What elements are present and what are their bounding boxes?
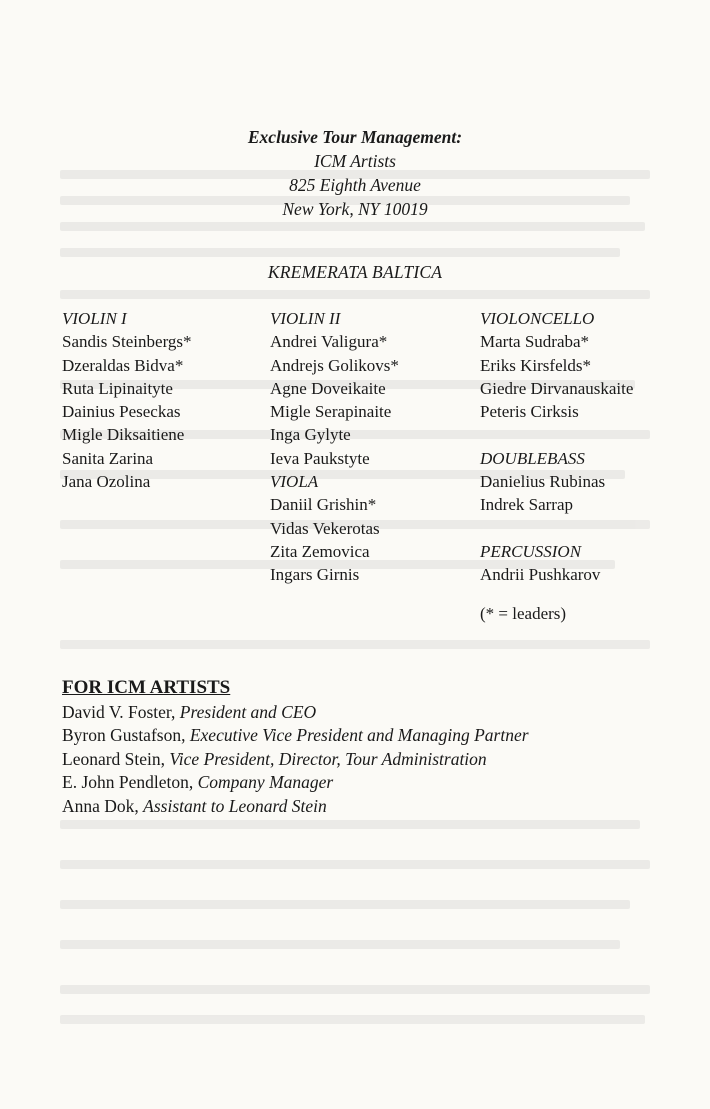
staff-title: Assistant to Leonard Stein — [143, 795, 327, 816]
tour-management-label: Exclusive Tour Management: — [247, 127, 463, 147]
column-low-strings-percussion — [480, 307, 633, 587]
section-title: VIOLIN I — [62, 309, 127, 328]
member-name: Migle Serapinaite — [270, 402, 392, 422]
icm-staff-block — [62, 676, 529, 819]
staff-title: Executive Vice President and Managing Partner — [189, 725, 529, 746]
staff-row — [62, 748, 529, 772]
staff-name: E. John Pendleton, — [62, 772, 194, 793]
management-line: 825 Eighth Avenue — [289, 175, 421, 195]
icm-staff-heading: FOR ICM ARTISTS — [62, 677, 231, 698]
section-title: VIOLA — [270, 472, 319, 492]
member-name: Giedre Dirvanauskaite — [480, 378, 634, 398]
member-name: Andrejs Golikovs* — [270, 355, 399, 375]
member-name: Dzeraldas Bidva* — [62, 355, 184, 375]
member-name: Sandis Steinbergs* — [62, 332, 192, 352]
member-name: Inga Gylyte — [270, 425, 351, 445]
staff-title: Vice President, Director, Tour Administration — [169, 748, 487, 769]
staff-name: Leonard Stein, — [62, 748, 166, 769]
staff-row — [62, 795, 529, 819]
staff-name: David V. Foster, — [62, 701, 176, 722]
member-name: Ruta Lipinaityte — [62, 378, 173, 398]
section-title: DOUBLEBASS — [480, 448, 585, 468]
column-violin2-viola — [270, 307, 399, 587]
member-name: Daniil Grishin* — [270, 495, 377, 515]
staff-row — [62, 771, 529, 795]
section-title: VIOLONCELLO — [480, 309, 595, 328]
staff-row — [62, 724, 529, 748]
member-name: Sanita Zarina — [62, 448, 154, 468]
spacer — [480, 517, 633, 540]
member-name: Marta Sudraba* — [480, 332, 590, 352]
management-line: ICM Artists — [314, 151, 396, 171]
member-name: Peteris Cirksis — [480, 402, 579, 422]
staff-title: Company Manager — [197, 772, 334, 793]
staff-row — [62, 701, 529, 725]
leaders-note: (* = leaders) — [480, 604, 567, 623]
member-name: Andrei Valigura* — [270, 332, 388, 352]
member-name: Migle Diksaitiene — [62, 425, 185, 445]
member-name: Ieva Paukstyte — [270, 448, 370, 468]
member-name: Jana Ozolina — [62, 472, 151, 492]
member-name: Danielius Rubinas — [480, 472, 606, 492]
staff-title: President and CEO — [179, 701, 317, 722]
section-title: VIOLIN II — [270, 309, 341, 328]
member-name: Zita Zemovica — [270, 541, 370, 561]
member-name: Agne Doveikaite — [270, 378, 386, 398]
staff-name: Byron Gustafson, — [62, 725, 186, 746]
member-name: Ingars Girnis — [270, 565, 360, 585]
tour-management-block — [0, 125, 710, 221]
section-title: PERCUSSION — [480, 541, 582, 561]
spacer — [480, 423, 633, 446]
management-line: New York, NY 10019 — [282, 199, 428, 219]
member-name: Dainius Peseckas — [62, 402, 181, 422]
member-name: Indrek Sarrap — [480, 495, 573, 515]
staff-name: Anna Dok, — [62, 795, 139, 816]
ensemble-title: KREMERATA BALTICA — [267, 262, 443, 282]
member-name: Eriks Kirsfelds* — [480, 355, 591, 375]
member-name: Vidas Vekerotas — [270, 518, 380, 538]
column-violin1 — [62, 307, 192, 493]
member-name: Andrii Pushkarov — [480, 565, 601, 585]
